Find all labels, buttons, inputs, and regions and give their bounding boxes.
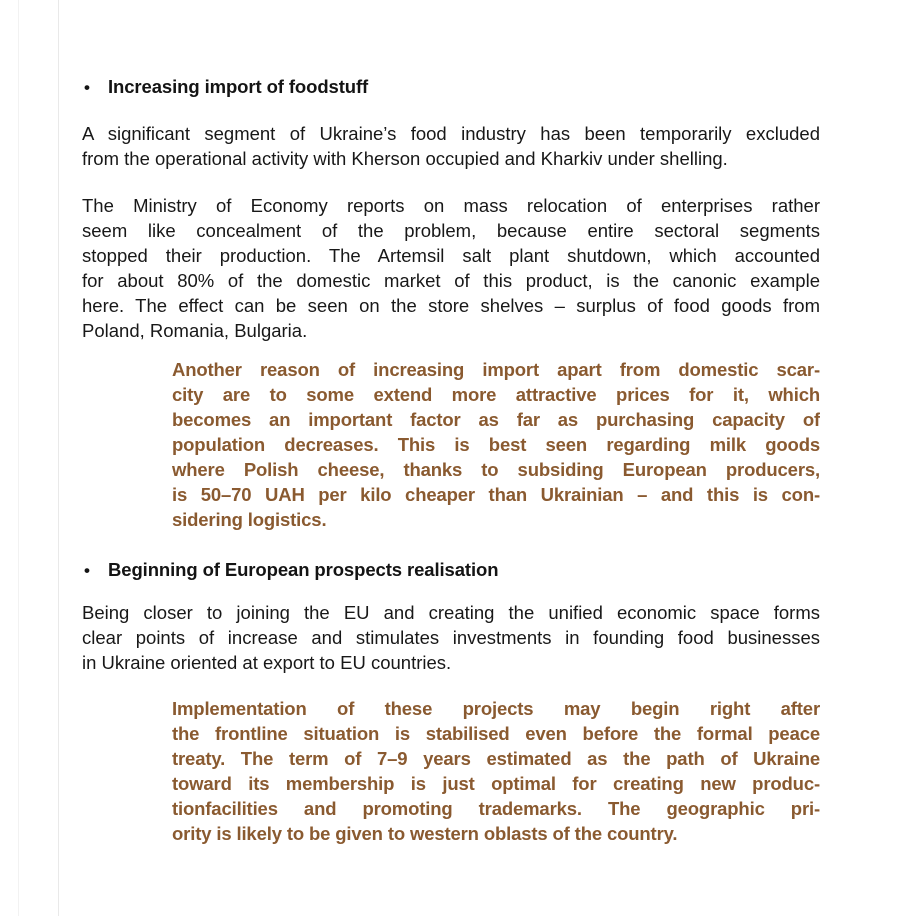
bullet-heading-european-prospects <box>82 557 820 583</box>
page-edge-line <box>58 0 59 916</box>
text-line: Another reason of increasing import apart from domestic scar- <box>172 359 820 380</box>
paragraph-food-industry <box>82 121 820 171</box>
text-line: the frontline situation is stabilised even before the formal peace <box>172 723 820 744</box>
text-line: sidering logistics. <box>172 509 327 530</box>
text-line: Poland, Romania, Bulgaria. <box>82 320 308 341</box>
paragraph-ministry-of-economy <box>82 193 820 343</box>
text-line: A significant segment of Ukraine’s food industry has been temporarily excluded <box>82 123 820 144</box>
text-line: where Polish cheese, thanks to subsiding European producers, <box>172 459 820 480</box>
text-line: Being closer to joining the EU and creating the unified economic space forms <box>82 602 820 623</box>
text-line: clear points of increase and stimulates investments in founding food businesses <box>82 627 820 648</box>
text-line: here. The effect can be seen on the store shelves – surplus of food goods from <box>82 295 820 316</box>
bullet-heading-increasing-import <box>82 74 820 100</box>
text-line: Implementation of these projects may begin right after <box>172 698 820 719</box>
text-line: The Ministry of Economy reports on mass relocation of enterprises rather <box>82 195 820 216</box>
callout-import-prices <box>172 357 820 532</box>
text-line: stopped their production. The Artemsil salt plant shutdown, which accounted <box>82 245 820 266</box>
text-line: in Ukraine oriented at export to EU countries. <box>82 652 452 673</box>
text-line: population decreases. This is best seen regarding milk goods <box>172 434 820 455</box>
heading-text: Beginning of European prospects realisation <box>108 559 499 580</box>
text-line: ority is likely to be given to western oblasts of the country. <box>172 823 678 844</box>
section-european-prospects <box>82 557 820 846</box>
text-line: from the operational activity with Kherson occupied and Kharkiv under shelling. <box>82 148 728 169</box>
text-line: seem like concealment of the problem, because entire sectoral segments <box>82 220 820 241</box>
text-line: city are to some extend more attractive prices for it, which <box>172 384 820 405</box>
text-line: is 50–70 UAH per kilo cheaper than Ukrainian – and this is con- <box>172 484 820 505</box>
paragraph-eu-joining <box>82 600 820 675</box>
heading-text: Increasing import of foodstuff <box>108 76 369 97</box>
text-line: toward its membership is just optimal for creating new produc- <box>172 773 820 794</box>
text-line: tionfacilities and promoting trademarks. The geographic pri- <box>172 798 820 819</box>
document-content <box>82 74 820 846</box>
callout-projects-implementation <box>172 696 820 846</box>
section-increasing-import <box>82 74 820 532</box>
page-edge-line <box>18 0 19 916</box>
bullet-icon: • <box>84 561 90 580</box>
text-line: becomes an important factor as far as purchasing capacity of <box>172 409 820 430</box>
text-line: treaty. The term of 7–9 years estimated as the path of Ukraine <box>172 748 820 769</box>
text-line: for about 80% of the domestic market of this product, is the canonic example <box>82 270 820 291</box>
bullet-icon: • <box>84 78 90 97</box>
